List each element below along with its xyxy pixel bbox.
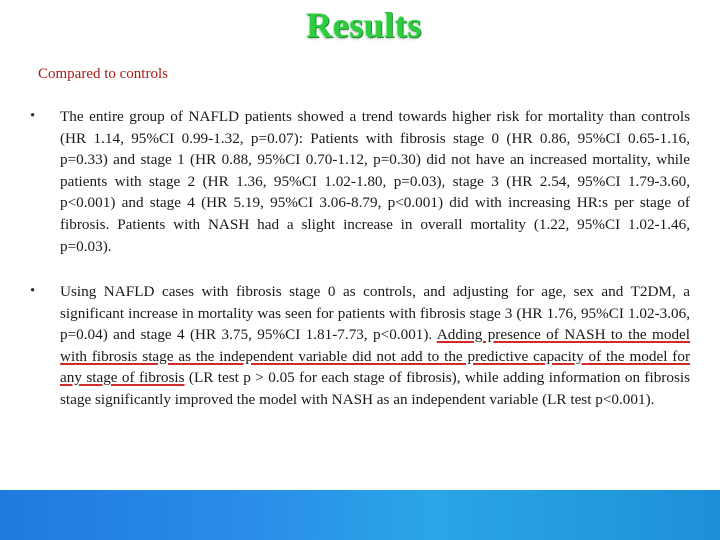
bullet-item-2 bbox=[30, 281, 690, 411]
bullet-item-1 bbox=[30, 106, 690, 257]
bullet-2-text-start: Using NAFLD cases with fibrosis stage 0 as controls, and adjusting for age, sex and T2DM, a significant increase in mortality was seen for patients with fibrosis stage 3 (HR 1.76, 95%CI 1.02-3.06, p=0.04) and stage 4 (HR 3.75, 95%CI 1.81-7.73, p<0.001). bbox=[60, 283, 690, 344]
bullet-icon: • bbox=[30, 283, 36, 299]
highlighted-finding: Adding presence of NASH to the model with fibrosis stage as the independent variable did not add to the predictive capacity of the model for any stage of fibrosis bbox=[60, 326, 690, 387]
bullet-2-text-end: (LR test p > 0.05 for each stage of fibrosis), while adding information on fibrosis stage significantly improved the model with NASH as an independent variable (LR test p<0.001). bbox=[60, 369, 690, 408]
bullet-text-2 bbox=[60, 281, 690, 411]
section-subtitle: Compared to controls bbox=[38, 66, 168, 82]
footer-bar bbox=[0, 490, 720, 540]
bullet-text-1: The entire group of NAFLD patients showed a trend towards higher risk for mortality than controls (HR 1.14, 95%CI 0.99-1.32, p=0.07): Patients with fibrosis stage 0 (HR 0.86, 95%CI 0.65-1.16, p=0.33) and stage 1 (HR 0.88, 95%CI 0.70-1.12, p=0.30) did not have an increased mortality, while patients with stage 2 (HR 1.36, 95%CI 1.02-1.80, p=0.03), stage 3 (HR 2.54, 95%CI 1.79-3.60, p<0.001) and stage 4 (HR 5.19, 95%CI 3.06-8.79, p<0.001) did with increasing HR:s per stage of fibrosis. Patients with NASH had a slight increase in overall mortality (1.22, 95%CI 1.02-1.46, p=0.03). bbox=[60, 108, 690, 255]
slide-title: Results bbox=[306, 5, 422, 45]
bullet-icon: • bbox=[30, 108, 36, 124]
